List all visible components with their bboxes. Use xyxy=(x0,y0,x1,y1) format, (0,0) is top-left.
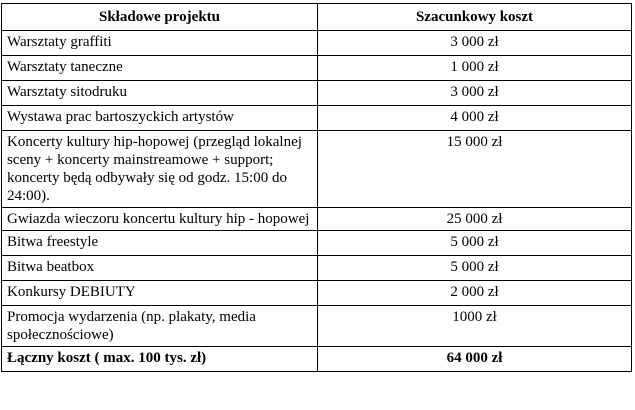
header-item: Składowe projektu xyxy=(2,4,318,31)
row-cost: 3 000 zł xyxy=(318,31,632,56)
row-item: Konkursy DEBIUTY xyxy=(2,281,318,306)
row-item: Warsztaty sitodruku xyxy=(2,81,318,106)
table-row xyxy=(2,281,632,306)
row-cost: 15 000 zł xyxy=(318,131,632,208)
table-header-row xyxy=(2,4,632,31)
row-item: Koncerty kultury hip-hopowej (przegląd lokalnej sceny + koncerty mainstreamowe + support; koncerty będą odbywały się od godz. 15:00 do 24:00). xyxy=(2,131,318,208)
header-cost: Szacunkowy koszt xyxy=(318,4,632,31)
row-cost: 3 000 zł xyxy=(318,81,632,106)
row-cost: 4 000 zł xyxy=(318,106,632,131)
table-row xyxy=(2,131,632,208)
row-cost: 2 000 zł xyxy=(318,281,632,306)
total-row xyxy=(2,347,632,372)
row-item: Gwiazda wieczoru koncertu kultury hip - hopowej xyxy=(2,208,318,231)
row-cost: 5 000 zł xyxy=(318,256,632,281)
table-row xyxy=(2,306,632,347)
table-row xyxy=(2,106,632,131)
table-row xyxy=(2,81,632,106)
table-row xyxy=(2,231,632,256)
row-cost: 25 000 zł xyxy=(318,208,632,231)
table-row xyxy=(2,256,632,281)
budget-table xyxy=(1,3,632,372)
row-item: Warsztaty taneczne xyxy=(2,56,318,81)
table-row xyxy=(2,56,632,81)
row-cost: 1 000 zł xyxy=(318,56,632,81)
row-item: Wystawa prac bartoszyckich artystów xyxy=(2,106,318,131)
row-item: Warsztaty graffiti xyxy=(2,31,318,56)
table-row xyxy=(2,31,632,56)
row-item: Bitwa freestyle xyxy=(2,231,318,256)
row-item: Bitwa beatbox xyxy=(2,256,318,281)
row-cost: 5 000 zł xyxy=(318,231,632,256)
row-item: Promocja wydarzenia (np. plakaty, media społecznościowe) xyxy=(2,306,318,347)
total-cost: 64 000 zł xyxy=(318,347,632,372)
total-item: Łączny koszt ( max. 100 tys. zł) xyxy=(2,347,318,372)
table-row xyxy=(2,208,632,231)
row-cost: 1000 zł xyxy=(318,306,632,347)
